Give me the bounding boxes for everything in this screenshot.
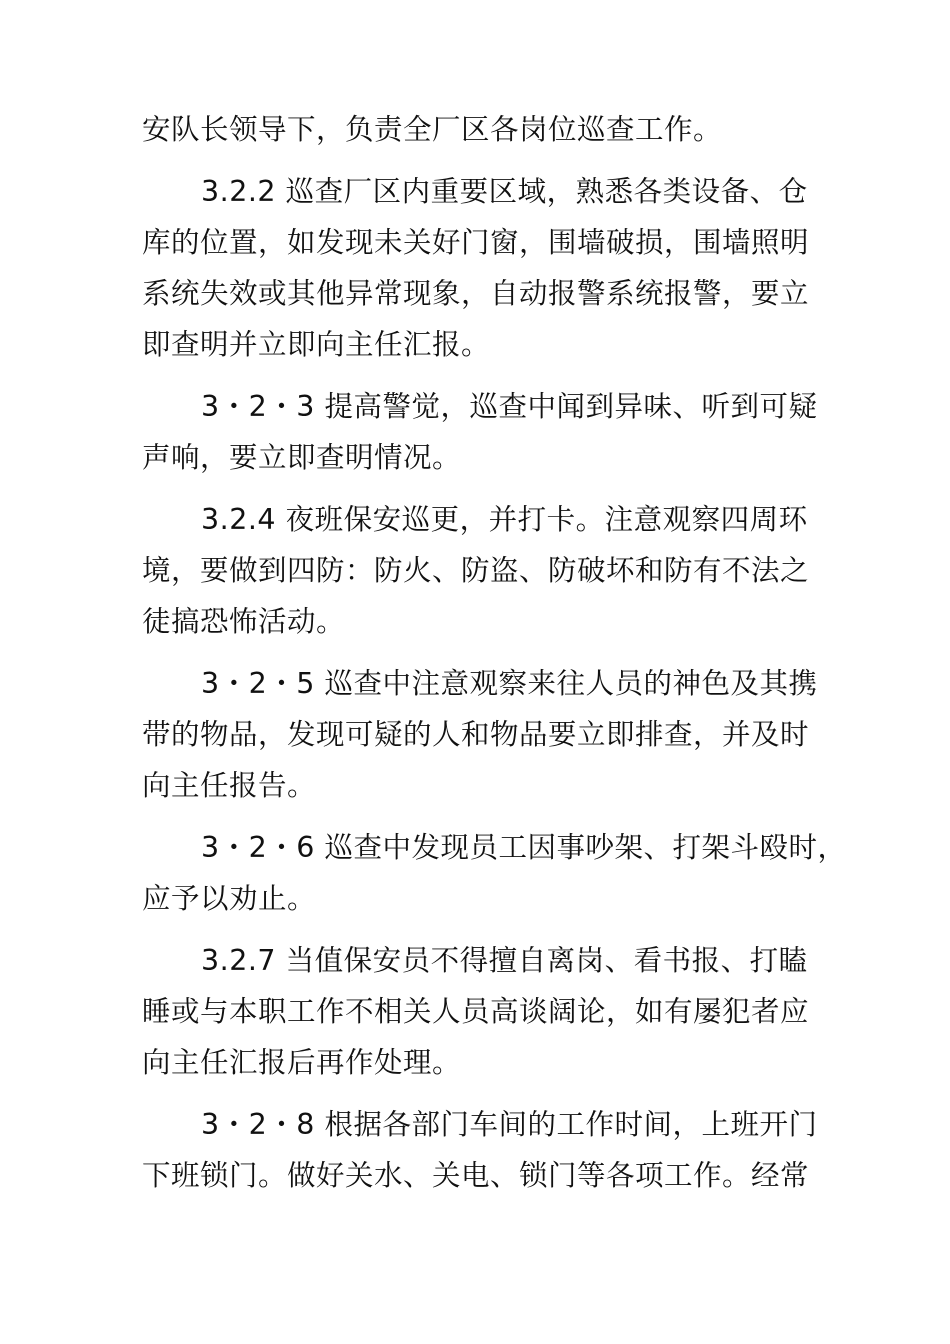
text-line: 3・2・6 巡查中发现员工因事吵架、打架斗殴时， [201,831,847,864]
text-line: 带的物品，发现可疑的人和物品要立即排查，并及时 [142,718,810,751]
text-line: 安队长领导下，负责全厂区各岗位巡查工作。 [142,113,723,146]
text-line: 3・2・5 巡查中注意观察来往人员的神色及其携 [201,667,818,700]
paragraph-3-2-2 [142,166,822,370]
text-line: 下班锁门。做好关水、关电、锁门等各项工作。经常 [142,1159,810,1192]
document-body [142,104,847,1212]
text-line: 3・2・8 根据各部门车间的工作时间，上班开门 [201,1108,818,1141]
paragraph-continuation [142,104,822,155]
text-line: 睡或与本职工作不相关人员高谈阔论，如有屡犯者应 [142,995,810,1028]
paragraph-3-2-8 [142,1099,822,1201]
text-line: 3.2.7 当值保安员不得擅自离岗、看书报、打瞌 [201,944,808,977]
paragraph-3-2-4 [142,494,822,647]
text-line: 向主任汇报后再作处理。 [142,1046,462,1079]
text-line: 声响，要立即查明情况。 [142,441,462,474]
paragraph-3-2-5 [142,658,822,811]
text-line: 库的位置，如发现未关好门窗，围墙破损，围墙照明 [142,226,810,259]
text-line: 境，要做到四防：防火、防盗、防破坏和防有不法之 [142,554,810,587]
paragraph-3-2-3 [142,381,822,483]
text-line: 3.2.4 夜班保安巡更，并打卡。注意观察四周环 [201,503,808,536]
text-line: 3・2・3 提高警觉，巡查中闻到异味、听到可疑 [201,390,818,423]
text-line: 3.2.2 巡查厂区内重要区域，熟悉各类设备、仓 [201,175,808,208]
text-line: 应予以劝止。 [142,882,317,915]
paragraph-3-2-6 [142,822,847,924]
text-line: 系统失效或其他异常现象，自动报警系统报警，要立 [142,277,810,310]
text-line: 即查明并立即向主任汇报。 [142,328,491,361]
paragraph-3-2-7 [142,935,822,1088]
text-line: 向主任报告。 [142,769,317,802]
text-line: 徒搞恐怖活动。 [142,605,346,638]
